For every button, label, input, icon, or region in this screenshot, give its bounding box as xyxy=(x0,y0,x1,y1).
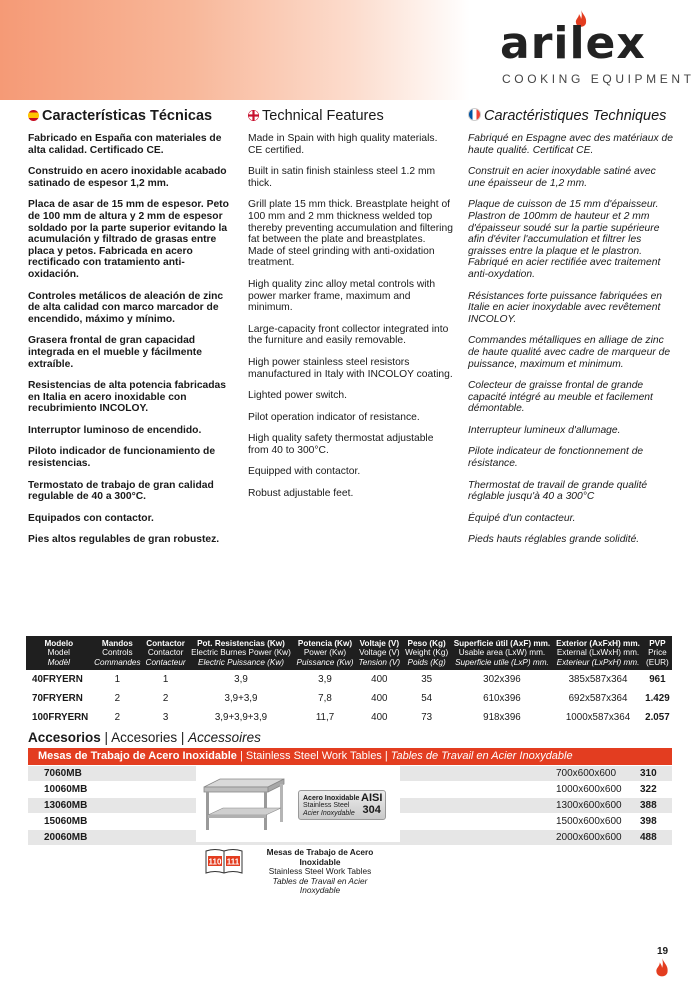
cell-resistance-power: 3,9+3,9+3,9 xyxy=(214,712,268,724)
france-flag-icon xyxy=(468,108,481,121)
cell-weight: 54 xyxy=(421,693,433,705)
list-item: 7060MB 700x600x600 310 xyxy=(28,766,672,781)
col-header-model: Modelo Model Modèl xyxy=(26,636,92,670)
table-row xyxy=(26,670,672,689)
col-header-power: Potencia (Kw) Power (Kw) Puissance (Kw) xyxy=(294,636,356,670)
feature-paragraph: Interruptor luminoso de encendido. xyxy=(28,424,202,436)
feature-paragraph: Pies altos regulables de gran robustez. xyxy=(28,534,220,546)
cell-voltage: 400 xyxy=(371,674,388,686)
brand-logo xyxy=(500,8,695,90)
cell-usable-area: 302x396 xyxy=(483,674,521,686)
feature-paragraph: High quality safety thermostat adjustable from 40 to 300°C. xyxy=(248,433,434,456)
column-title-es: Características Técnicas xyxy=(28,108,234,125)
feature-paragraph: Controles metálicos de aleación de zinc de alta calidad con marco marcador de encendido, máximo y mínimo. xyxy=(28,290,224,325)
feature-paragraph: Equipados con contactor. xyxy=(28,512,154,524)
list-item: 15060MB 1500x600x600 398 xyxy=(44,816,657,827)
feature-paragraph: Grasera frontal de gran capacidad integrada en el mueble y fácilmente extraíble. xyxy=(28,335,202,370)
cell-contactor: 3 xyxy=(162,712,169,724)
col-header-external: Exterior (AxFxH) mm. External (LxWxH) mm. Exterieur (LxPxH) mm. xyxy=(553,636,643,670)
list-item: 13060MB 1300x600x600 388 xyxy=(28,798,672,813)
cell-model: 70FRYERN xyxy=(32,693,83,705)
cell-controls: 2 xyxy=(114,693,121,705)
cell-voltage: 400 xyxy=(371,693,388,705)
spain-flag-icon xyxy=(28,110,39,121)
feature-paragraph: Thermostat de travail de grande qualité réglable jusqu'à 40 a 300°C xyxy=(468,479,648,503)
feature-paragraph: Construido en acero inoxidable acabado satinado de espesor 1,2 mm. xyxy=(28,166,227,189)
cell-power: 7,8 xyxy=(318,693,332,705)
feature-paragraph: Large-capacity front collector integrated into the furniture and easily removable. xyxy=(248,323,449,347)
feature-paragraph: Equipped with contactor. xyxy=(248,466,361,478)
col-header-controls: Mandos Controls Commandes xyxy=(92,636,143,670)
cell-controls: 1 xyxy=(114,674,121,686)
feature-paragraph: Termostato de trabajo de gran calidad regulable de 40 a 300°C. xyxy=(28,479,214,503)
feature-paragraph: Équipé d'un contacteur. xyxy=(468,512,576,524)
features-column-en xyxy=(248,108,454,510)
feature-paragraph: Fabricado en España con materiales de alta calidad. Certificado CE. xyxy=(28,133,222,156)
list-item: 20060MB 2000x600x600 488 xyxy=(28,830,672,845)
accessories-title: Accesorios | Accesories | Accessoires xyxy=(28,730,261,745)
feature-paragraph: High power stainless steel resistors manufactured in Italy with INCOLOY coating. xyxy=(248,356,453,380)
header-gradient-band xyxy=(0,0,470,100)
uk-flag-icon xyxy=(248,110,259,121)
col-header-price: PVP Price (EUR) xyxy=(643,636,672,670)
feature-paragraph: Pilot operation indicator of resistance. xyxy=(248,411,420,423)
feature-paragraph: Made in Spain with high quality materials. CE certified. xyxy=(248,133,438,156)
cell-resistance-power: 3,9 xyxy=(234,674,248,686)
cell-power: 11,7 xyxy=(315,712,335,724)
cell-price: 2.057 xyxy=(645,712,670,724)
features-column-fr xyxy=(468,108,674,556)
cell-price: 1.429 xyxy=(645,693,670,705)
table-row xyxy=(26,708,672,727)
cell-usable-area: 918x396 xyxy=(483,712,521,724)
col-header-contactor: Contactor Contactor Contacteur xyxy=(143,636,188,670)
feature-paragraph: Grill plate 15 mm thick. Breastplate height of 100 mm and 2 mm thickness welded top thereby preventing accumulation and filtering fat between the plate and breastplates. Made of steel grinding with anti-oxidation treatment. xyxy=(248,199,453,269)
feature-paragraph: Robust adjustable feet. xyxy=(248,488,354,500)
column-title-en: Technical Features xyxy=(248,108,454,125)
col-header-usable-area: Superficie útil (AxF) mm. Usable area (LxW) mm. Superficie utile (LxP) mm. xyxy=(451,636,554,670)
feature-paragraph: Construit en acier inoxydable satiné avec une épaisseur de 1,2 mm. xyxy=(468,166,656,189)
cell-external: 692x587x364 xyxy=(568,693,628,705)
spec-table xyxy=(26,636,672,727)
catalog-page-right: 111 xyxy=(226,857,240,867)
table-row xyxy=(26,689,672,708)
feature-paragraph: Piloto indicador de funcionamiento de resistencias. xyxy=(28,446,216,470)
feature-paragraph: Placa de asar de 15 mm de espesor. Peto de 100 mm de altura y 2 mm de espesor soldado por la parte superior evitando la acumulación y filtrado de grasas entre placa y petos. Fabricada en acero rectificado con tratamiento anti-oxidación. xyxy=(28,199,229,280)
cell-voltage: 400 xyxy=(371,712,388,724)
cell-external: 1000x587x364 xyxy=(565,712,631,724)
cell-model: 100FRYERN xyxy=(32,712,89,724)
list-item: 10060MB 1000x600x600 322 xyxy=(44,784,657,795)
feature-paragraph: Pieds hauts réglables grande solidité. xyxy=(468,534,640,546)
column-title-fr: Caractéristiques Techniques xyxy=(468,108,674,125)
cell-model: 40FRYERN xyxy=(32,674,83,686)
accessories-category-bar: Mesas de Trabajo de Acero Inoxidable | Stainless Steel Work Tables | Tables de Travail en Acier Inoxydable xyxy=(28,748,672,765)
feature-paragraph: Lighted power switch. xyxy=(248,390,348,402)
brand-name: arilex xyxy=(500,18,646,69)
feature-paragraph: Interrupteur lumineux d'allumage. xyxy=(468,424,621,436)
col-header-weight: Peso (Kg) Weight (Kg) Poids (Kg) xyxy=(403,636,451,670)
page-number: 19 xyxy=(657,946,669,957)
work-table-image xyxy=(198,775,288,835)
feature-paragraph: Fabriqué en Espagne avec des matériaux de haute qualité. Certificat CE. xyxy=(468,133,673,156)
cell-weight: 73 xyxy=(421,712,433,724)
feature-paragraph: Resistencias de alta potencia fabricadas en Italia en acero inoxidable con recubrimiento INCOLOY. xyxy=(28,380,227,415)
feature-paragraph: Résistances forte puissance fabriquées en Italie en acier inoxydable avec revêtement INCOLOY. xyxy=(468,290,663,325)
cell-power: 3,9 xyxy=(318,674,332,686)
brand-tagline: COOKING EQUIPMENT xyxy=(502,72,695,86)
feature-paragraph: Pilote indicateur de fonctionnement de résistance. xyxy=(468,446,644,470)
features-column-es xyxy=(28,108,234,556)
feature-paragraph: Plaque de cuisson de 15 mm d'épaisseur. Plastron de 100mm de hauteur et 2 mm d'épaisseur soudé sur la partie supérieure afin d'éviter l'accumulation et filtrer les graisses entre la plaque et le plastron. Fabriqué en acier rectifiée avec traitement anti-oxydation. xyxy=(468,199,661,280)
cell-weight: 35 xyxy=(421,674,433,686)
col-header-resistance-power: Pot. Resistencias (Kw) Electric Burnes Power (Kw) Electric Puissance (Kw) xyxy=(188,636,294,670)
cell-contactor: 1 xyxy=(162,674,169,686)
cell-contactor: 2 xyxy=(162,693,169,705)
spec-table-header-row xyxy=(26,636,672,670)
cell-usable-area: 610x396 xyxy=(483,693,521,705)
cell-controls: 2 xyxy=(114,712,121,724)
feature-paragraph: High quality zinc alloy metal controls with power marker frame, maximum and minimum. xyxy=(248,278,436,314)
catalog-book-icon xyxy=(205,848,243,874)
cell-price: 961 xyxy=(649,674,666,686)
cell-external: 385x587x364 xyxy=(568,674,628,686)
aisi-304-badge: Acero Inoxidable Stainless Steel Acier Inoxydable AISI 304 xyxy=(298,790,386,820)
feature-paragraph: Built in satin finish stainless steel 1.2 mm thick. xyxy=(248,166,436,189)
catalog-reference: Mesas de Trabajo de Acero Inoxidable Stainless Steel Work Tables Tables de Travail en Acier Inoxydable xyxy=(266,847,374,896)
feature-paragraph: Commandes métalliques en alliage de zinc de haute qualité avec cadre de marqueur de puissance, maximum et minimum. xyxy=(468,335,671,370)
flame-icon xyxy=(654,958,670,980)
cell-resistance-power: 3,9+3,9 xyxy=(224,693,258,705)
feature-paragraph: Colecteur de graisse frontal de grande capacité intégré au meuble et facilement démontable. xyxy=(468,380,653,415)
col-header-voltage: Voltaje (V) Voltage (V) Tension (V) xyxy=(356,636,403,670)
catalog-page-left: 110 xyxy=(208,857,222,867)
